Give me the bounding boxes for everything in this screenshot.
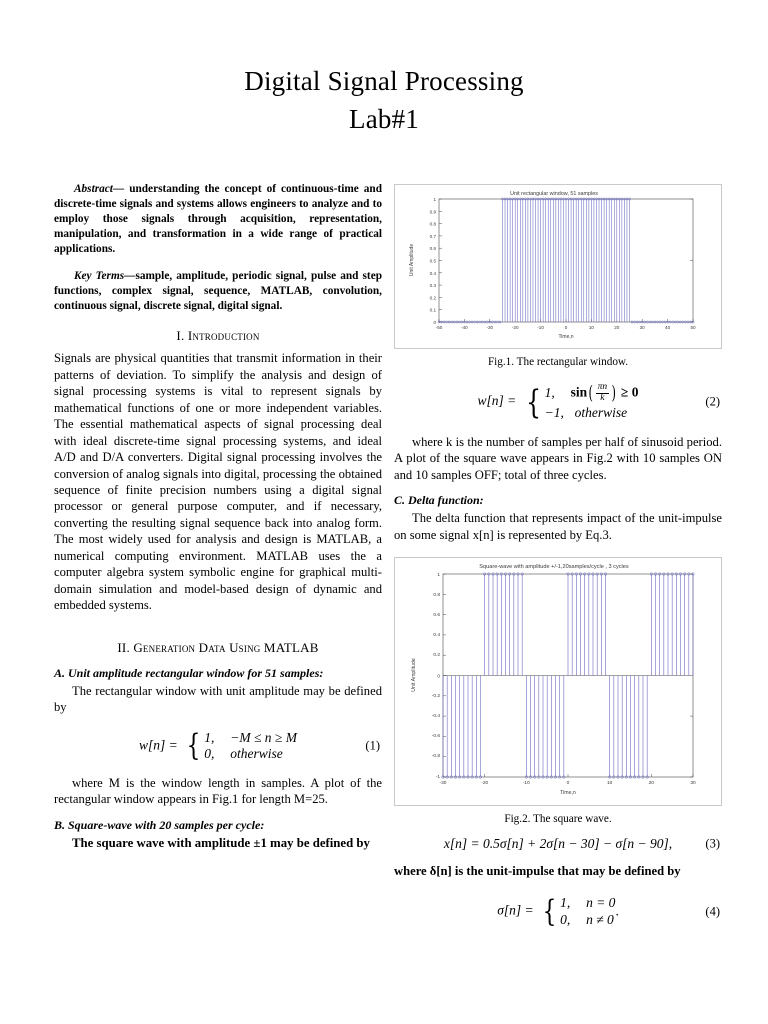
equation-1-case1-cond: −M ≤ n ≥ M (230, 729, 297, 745)
equation-2-brace: { (525, 381, 541, 421)
figure-2-xlabel: Time,n (560, 790, 576, 797)
figure-2-chart (395, 558, 713, 800)
equation-1-case2-cond: otherwise (230, 746, 283, 762)
svg-text:-0.4: -0.4 (431, 714, 440, 720)
svg-text:-30: -30 (486, 325, 494, 330)
equation-2-case1-value: 1, (544, 384, 555, 400)
equation-1 (54, 730, 382, 763)
svg-text:-50: -50 (435, 325, 443, 330)
subsection-a-text: The rectangular window with unit amplitude may be defined by (54, 683, 382, 715)
equation-1-brace: { (186, 728, 201, 764)
svg-text:10: 10 (588, 325, 594, 330)
figure-1 (394, 184, 722, 368)
svg-text:1: 1 (437, 573, 440, 579)
subsection-c-heading: C. Delta function: (394, 493, 484, 508)
figure-2-plot-title: Square-wave with amplitude +/-1,20samples/cycle , 3 cycles (479, 564, 629, 571)
equation-4-brace: { (542, 893, 557, 929)
svg-text:50: 50 (690, 325, 696, 330)
after-equation-2-text: where k is the number of samples per half of sinusoid period. A plot of the square wave appears in Fig.2 with 10 samples ON and 10 samples OFF; total of three cycles. (394, 434, 722, 482)
section-heading-introduction: I. Introduction (176, 328, 260, 344)
svg-text:0.9: 0.9 (429, 209, 436, 215)
figure-2-plot-box (394, 557, 722, 806)
svg-text:-30: -30 (439, 781, 447, 787)
svg-text:20: 20 (614, 325, 620, 330)
figure-2-ylabel: Unit Amplitude (411, 658, 417, 692)
figure-1-stems (439, 199, 693, 322)
svg-text:1: 1 (433, 197, 436, 202)
title-line-1: Digital Signal Processing (244, 66, 524, 96)
equation-2-fraction (596, 383, 610, 404)
equation-4-case2-cond: n ≠ 0 (586, 911, 614, 927)
equation-4-lhs: σ[n] = (497, 902, 534, 918)
equation-2-frac-num: πn (597, 382, 608, 393)
svg-text:0.8: 0.8 (429, 221, 436, 227)
figure-1-plot-box (394, 184, 722, 349)
after-equation-3-text: where δ[n] is the unit-impulse that may be defined by (394, 864, 681, 879)
equation-2-sin-fn: sin (570, 384, 588, 400)
abstract-lead: Abstract— (74, 183, 125, 195)
svg-text:0.6: 0.6 (429, 246, 436, 252)
svg-text:0.4: 0.4 (429, 270, 436, 276)
introduction-text: Signals are physical quantities that transmit information in their patterns of deviation. To simplify the analysis and design of signal processing systems is vital to represent signals by mathematical functions of one or more independent variables. The essential mathematical aspects of signal processing deal with ideal discrete-time signal processing systems, and ideal A/D and D/A converters. Digital signal processing involves the conversion of analog signals into digital, processing the obtained sequence of finite precision numbers using a digital signal processor or general purpose computer, and if necessary, converting the resulting signal sequence back into analog form. The most widely used for analysis and design is MATLAB, a numerical computing environment. MATLAB uses the a computer algebra system symbolic engine for graphical multi-domain simulation and model-based design of dynamic and embedded systems. (54, 351, 382, 613)
figure-2-stems (443, 574, 693, 777)
equation-2-case2-cond: otherwise (574, 405, 628, 421)
equation-3 (394, 835, 722, 852)
svg-text:-10: -10 (537, 325, 544, 330)
right-column (394, 182, 722, 940)
figure-2 (394, 557, 722, 825)
svg-text:-0.8: -0.8 (431, 754, 440, 760)
equation-2-lhs: w[n] = (477, 392, 517, 408)
svg-text:0.7: 0.7 (429, 233, 436, 239)
figure-1-xlabel: Time,n (558, 334, 574, 340)
equation-3-body: x[n] = 0.5σ[n] + 2σ[n − 30] − σ[n − 90], (443, 836, 673, 852)
equation-4-case2-value: 0, (560, 911, 571, 927)
svg-text:0.8: 0.8 (433, 593, 440, 599)
equation-4 (394, 895, 722, 928)
svg-text:0: 0 (564, 325, 568, 330)
figure-1-plot-title: Unit rectangular window, 51 samples (510, 191, 598, 197)
equation-1-case1-value: 1, (204, 729, 215, 745)
equation-2-paren-open: ( (588, 382, 594, 404)
svg-text:40: 40 (665, 325, 671, 330)
svg-text:30: 30 (639, 325, 645, 330)
keyterms-lead: Key Terms— (74, 270, 136, 283)
equation-2-case2-value: −1, (544, 405, 564, 421)
svg-text:-20: -20 (511, 325, 519, 330)
svg-text:0.6: 0.6 (433, 613, 440, 619)
svg-text:-10: -10 (522, 781, 530, 787)
abstract-paragraph (54, 182, 382, 257)
svg-text:0: 0 (566, 781, 570, 787)
figure-2-caption: Fig.2. The square wave. (504, 813, 612, 826)
svg-text:20: 20 (648, 781, 654, 787)
equation-4-trailing-period: . (615, 903, 619, 919)
svg-text:30: 30 (690, 781, 696, 787)
section-heading-generation: II. Generation Data Using MATLAB (117, 639, 319, 655)
svg-text:10: 10 (607, 781, 613, 787)
two-column-body (0, 182, 768, 940)
equation-2 (394, 382, 722, 422)
svg-text:0.5: 0.5 (429, 258, 436, 264)
equation-1-lhs: w[n] = (139, 737, 178, 753)
svg-text:0: 0 (433, 320, 436, 325)
figure-1-ylabel: Unit Amplitude (409, 243, 415, 277)
svg-text:-1: -1 (435, 775, 440, 781)
subsection-b-heading: B. Square-wave with 20 samples per cycle: (54, 817, 265, 832)
subsection-c-text: The delta function that represents impact of the unit-impulse on some signal x[n] is represented by Eq.3. (394, 511, 722, 542)
title-line-2: Lab#1 (349, 104, 419, 135)
left-column (54, 182, 382, 940)
subsection-a-heading: A. Unit amplitude rectangular window for 51 samples: (54, 665, 324, 680)
svg-text:0.2: 0.2 (429, 295, 436, 301)
equation-4-number: (4) (705, 904, 720, 919)
equation-2-paren-close: ) (611, 382, 617, 404)
keyterms-paragraph (54, 269, 382, 314)
figure-1-caption: Fig.1. The rectangular window. (487, 356, 629, 368)
svg-text:-20: -20 (481, 781, 489, 787)
page-title (0, 0, 768, 139)
svg-text:0.1: 0.1 (429, 307, 436, 313)
equation-1-number: (1) (365, 738, 380, 753)
svg-text:-0.2: -0.2 (431, 694, 440, 700)
equation-2-number: (2) (705, 394, 720, 409)
equation-1-case2-value: 0, (204, 746, 215, 762)
svg-text:-0.6: -0.6 (431, 734, 440, 740)
svg-text:0.4: 0.4 (433, 633, 440, 639)
equation-3-number: (3) (705, 836, 720, 851)
svg-text:0.3: 0.3 (429, 283, 436, 289)
keyterms-text: sample, amplitude, periodic signal, pulse and step functions, complex signal, sequence, MATLAB, convolution, continuous signal, discrete signal, digital signal. (54, 270, 382, 313)
equation-4-case1-cond: n = 0 (586, 895, 616, 911)
equation-4-case1-value: 1, (560, 895, 571, 911)
figure-1-chart (395, 185, 713, 343)
svg-text:0.2: 0.2 (433, 653, 440, 659)
svg-text:0: 0 (437, 674, 440, 680)
abstract-text: understanding the concept of continuous-time and discrete-time signals and systems allows engineers to analyze and to employ those signals through acquisition, representation, manipulation, and transformation in a wide range of practical applications. (54, 183, 382, 256)
equation-2-frac-den: k (600, 393, 605, 404)
subsection-b-text: The square wave with amplitude ±1 may be defined by (72, 835, 370, 850)
equation-2-comparison: ≥ 0 (620, 384, 639, 400)
svg-text:-40: -40 (461, 325, 468, 330)
after-equation-1-text: where M is the window length in samples. A plot of the rectangular window appears in Fig.1 for length M=25. (54, 775, 382, 807)
